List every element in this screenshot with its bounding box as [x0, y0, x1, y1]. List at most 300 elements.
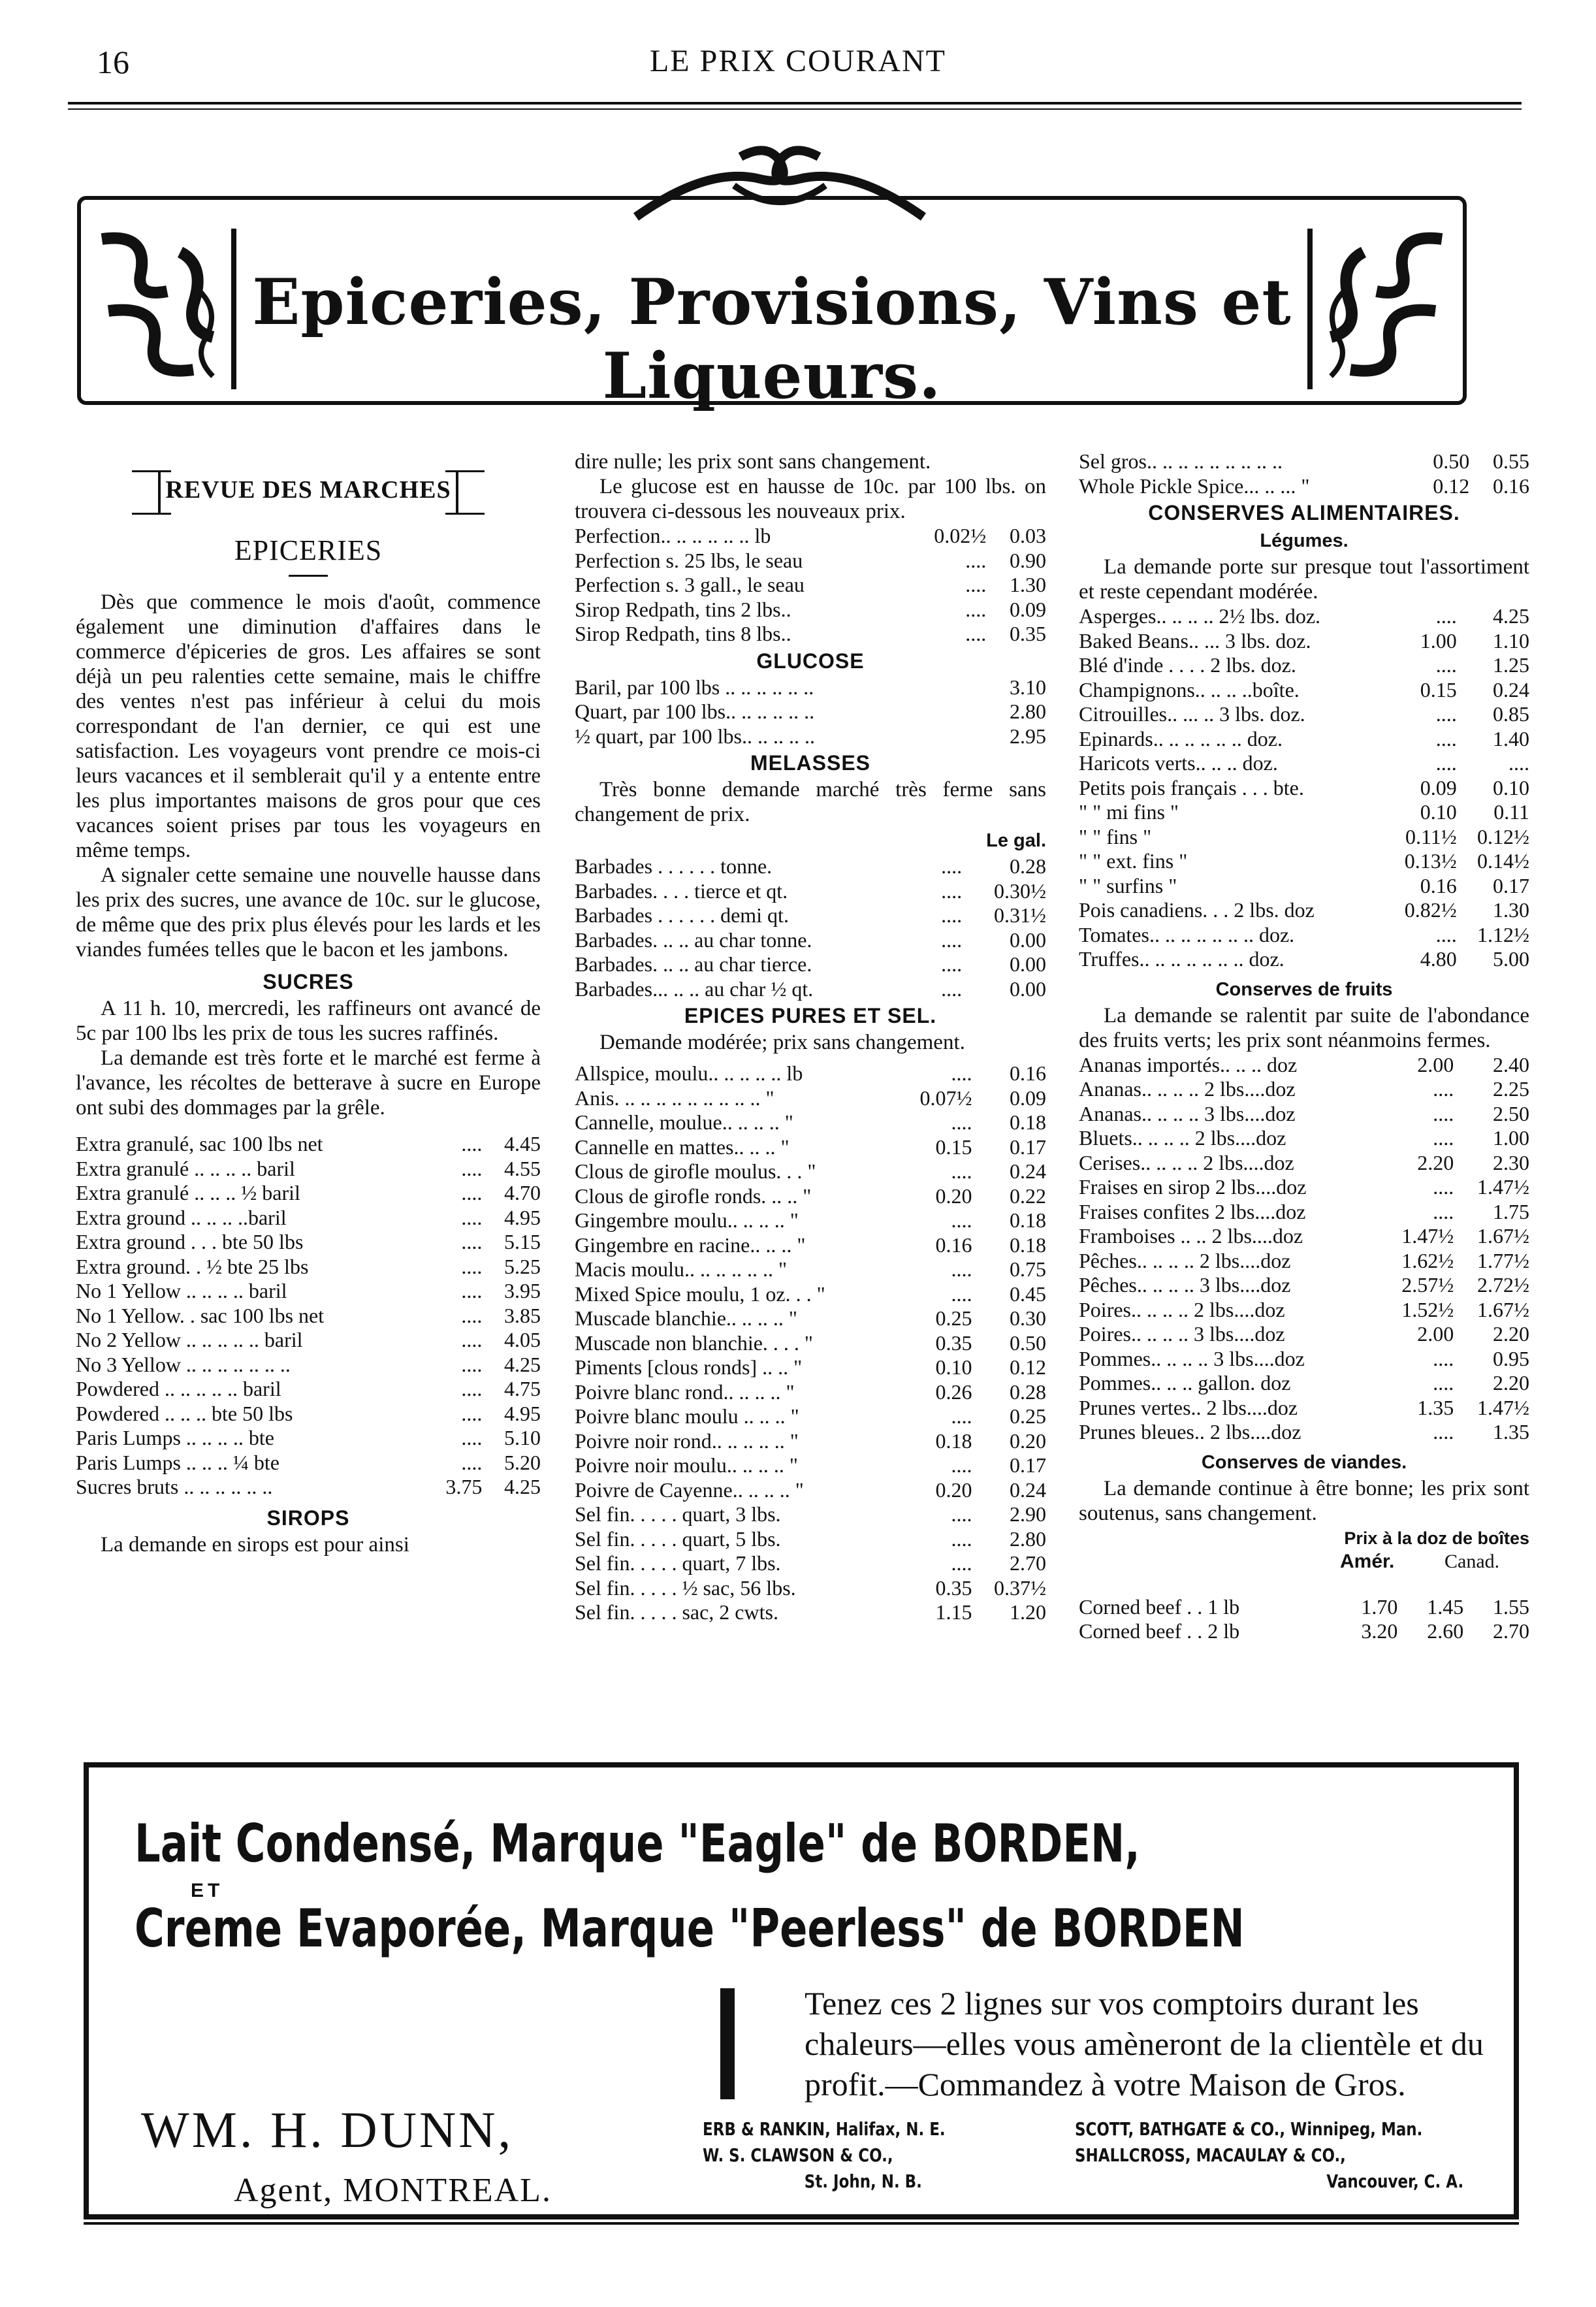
item-name: Paris Lumps .. .. .. ¼ bte	[76, 1450, 279, 1474]
paragraph: Dès que commence le mois d'août, commence également une diminution d'affaires dans le commerce d'épiceries de gros. Les affaires se sont déjà un peu ralenties cette semaine, mais le chiffre des ventes n'est pas inférieur à celui du mois correspondant de l'an dernier, ce qui est une satisfaction. Les voyageurs vont prendre ce mois-ci leurs vacances et il semblerait qu'il y a entente entre les plus importantes maisons de gros pour que ces vacances soient prises par tous les voyageurs en même temps.	[76, 590, 541, 862]
item-price: ....	[461, 1205, 483, 1229]
distributor: W. S. CLAWSON & CO.,	[703, 2144, 893, 2166]
price-row	[575, 724, 1046, 749]
price-row	[76, 1230, 541, 1255]
item-name: Sirop Redpath, tins 2 lbs..	[575, 597, 791, 621]
legumes-heading: Légumes.	[1260, 530, 1349, 551]
item-price: ....	[461, 1426, 483, 1449]
price-row	[575, 573, 1046, 598]
viandes-column-headers	[1079, 1551, 1529, 1579]
ad-company: WM. H. DUNN,	[141, 2101, 514, 2158]
item-price: 2.80	[1010, 1526, 1046, 1551]
item-name: Poires.. .. .. .. 3 lbs....doz	[1079, 1322, 1285, 1346]
sirops-cont-text	[575, 449, 1046, 524]
distributor: Vancouver, C. A.	[1326, 2170, 1464, 2192]
item-price: ....	[951, 1453, 972, 1477]
item-name: Poivre blanc moulu .. .. .. "	[575, 1404, 799, 1428]
paragraph: A signaler cette semaine une nouvelle hausse dans les prix des sucres, une avance de 10c. sur le glucose, de même que des prix plus élevés pour les lards et les viandes fumées telles que le bacon et les jambons.	[76, 863, 541, 961]
borden-advertisement	[84, 1762, 1519, 2219]
price-row	[575, 1453, 1046, 1478]
item-name: Bluets.. .. .. .. 2 lbs....doz	[1079, 1126, 1286, 1150]
item-price: 1.40	[1493, 726, 1529, 750]
price-row	[575, 622, 1046, 647]
column-1	[76, 449, 541, 1557]
column-2	[575, 449, 1046, 1625]
item-price: 0.35	[1010, 622, 1046, 645]
item-name: Sucres bruts .. .. .. .. .. ..	[76, 1475, 273, 1498]
item-price: 4.25	[504, 1352, 541, 1376]
price-row	[575, 1551, 1046, 1576]
item-name: Sirop Redpath, tins 8 lbs..	[575, 622, 791, 645]
revue-des-marches-box	[132, 461, 485, 524]
paragraph: La demande est très forte et le marché est ferme à l'avance, les récoltes de betterave à sucre en Europe ont subi des dommages par la grêle.	[76, 1046, 541, 1120]
item-price: 0.09	[1420, 775, 1457, 799]
price-row	[1079, 776, 1529, 801]
item-price: ....	[951, 1526, 972, 1551]
item-name: Quart, par 100 lbs.. .. .. .. .. ..	[575, 700, 815, 723]
price-row	[1079, 898, 1529, 923]
glucose-price-table	[575, 675, 1046, 749]
item-name: Pommes.. .. .. gallon. doz	[1079, 1371, 1291, 1395]
item-price: 5.15	[504, 1230, 541, 1253]
price-row	[1079, 1126, 1529, 1151]
item-name: Fraises confites 2 lbs....doz	[1079, 1199, 1306, 1223]
item-name: Gingembre moulu.. .. .. .. "	[575, 1208, 799, 1232]
price-row	[1079, 751, 1529, 776]
item-name: Muscade non blanchie. . . . "	[575, 1331, 813, 1355]
item-price: 0.20	[1010, 1428, 1046, 1453]
header-rule-bottom	[68, 108, 1522, 110]
item-price: ....	[1433, 1175, 1454, 1199]
price-row	[575, 700, 1046, 724]
item-price: ....	[1435, 922, 1457, 946]
epices-text	[575, 1030, 1046, 1055]
page-title: LE PRIX COURANT	[649, 44, 946, 78]
price-row	[575, 1086, 1046, 1111]
item-name: " " ext. fins "	[1079, 849, 1188, 873]
item-price: 4.45	[504, 1132, 541, 1155]
item-price: 1.55	[1493, 1594, 1529, 1619]
legumes-price-table	[1079, 604, 1529, 972]
item-price: ....	[965, 597, 987, 621]
item-price: 1.35	[1417, 1395, 1454, 1419]
price-row	[1079, 1322, 1529, 1347]
item-price: 0.07½	[919, 1086, 972, 1110]
price-row	[1079, 1249, 1529, 1274]
heading-rule	[289, 575, 328, 577]
price-row	[575, 1478, 1046, 1503]
item-name: Sel fin. . . . . sac, 2 cwts.	[575, 1600, 778, 1624]
item-name: Cerises.. .. .. .. 2 lbs....doz	[1079, 1150, 1294, 1174]
item-price: 0.95	[1493, 1346, 1529, 1370]
item-name: No 1 Yellow .. .. .. .. baril	[76, 1279, 287, 1302]
item-price: 0.24	[1010, 1477, 1046, 1502]
item-price: 0.20	[935, 1184, 972, 1208]
item-price: 4.80	[1420, 947, 1457, 971]
item-price: ....	[461, 1328, 483, 1351]
item-price: 2.20	[1493, 1371, 1529, 1395]
item-price: ....	[941, 903, 963, 927]
item-name: Pommes.. .. .. .. 3 lbs....doz	[1079, 1346, 1305, 1370]
item-name: Pois canadiens. . . 2 lbs. doz	[1079, 898, 1315, 922]
item-price: 1.75	[1493, 1199, 1529, 1223]
price-row	[575, 854, 1046, 879]
epiceries-heading: EPICERIES	[234, 534, 383, 566]
item-name: Whole Pickle Spice... .. ... "	[1079, 474, 1310, 498]
item-name: Muscade blanchie.. .. .. .. "	[575, 1306, 797, 1330]
price-row	[575, 879, 1046, 904]
item-price: 0.75	[1010, 1257, 1046, 1281]
item-name: Baril, par 100 lbs .. .. .. .. .. ..	[575, 675, 814, 699]
item-price: 0.18	[1010, 1110, 1046, 1134]
price-row	[76, 1377, 541, 1402]
item-price: 0.20	[935, 1477, 972, 1502]
price-row	[575, 1331, 1046, 1356]
price-row	[1079, 1347, 1529, 1372]
item-price: 0.12	[1010, 1355, 1046, 1379]
ad-distributors-1	[703, 2116, 946, 2195]
item-price: 0.26	[935, 1379, 972, 1404]
item-price: ....	[1508, 751, 1529, 775]
item-price: 1.20	[1010, 1600, 1046, 1624]
sel-price-table	[1079, 449, 1529, 498]
item-price: ....	[951, 1257, 972, 1281]
item-price: 1.70	[1361, 1594, 1398, 1619]
banner-top-scroll-ornament	[630, 140, 930, 231]
price-row	[1079, 923, 1529, 948]
paragraph: La demande en sirops est pour ainsi	[101, 1532, 409, 1557]
price-row	[76, 1279, 541, 1304]
price-row	[76, 1304, 541, 1329]
amer-label: Amér.	[1340, 1550, 1395, 1572]
item-name: Citrouilles.. ... .. 3 lbs. doz.	[1079, 702, 1305, 726]
item-price: ....	[951, 1282, 972, 1306]
price-row	[76, 1475, 541, 1500]
item-price: ....	[1433, 1126, 1454, 1150]
item-price: ....	[951, 1208, 972, 1232]
price-row	[575, 1355, 1046, 1380]
price-row	[1079, 1396, 1529, 1421]
item-price: 4.95	[504, 1401, 541, 1425]
item-price: ....	[1435, 702, 1457, 726]
item-price: 0.12½	[1477, 824, 1529, 848]
item-price: 0.10	[1420, 800, 1457, 824]
item-price: ....	[941, 976, 963, 1001]
item-name: Blé d'inde . . . . 2 lbs. doz.	[1079, 653, 1296, 677]
item-price: ....	[1433, 1346, 1454, 1370]
item-name: Perfection s. 25 lbs, le seau	[575, 548, 803, 572]
ad-note: Tenez ces 2 lignes sur vos comptoirs durant les chaleurs—elles vous amèneront de la clientèle et du profit.—Commandez à votre Maison de Gros.	[805, 1985, 1484, 2103]
price-row	[76, 1402, 541, 1427]
ad-headline-1: Lait Condensé, Marque "Eagle" de BORDEN,	[135, 1813, 1140, 1874]
item-price: 0.12	[1433, 474, 1470, 498]
sucres-price-table	[76, 1132, 541, 1500]
item-price: 0.90	[1010, 548, 1046, 572]
item-name: Barbades. . . . tierce et qt.	[575, 879, 788, 903]
item-name: " " mi fins "	[1079, 800, 1179, 824]
item-price: 0.28	[1010, 854, 1046, 878]
item-name: Perfection.. .. .. .. .. .. lb	[575, 524, 771, 547]
item-price: 0.17	[1010, 1135, 1046, 1159]
fruits-heading: Conserves de fruits	[1215, 978, 1393, 1000]
price-row	[575, 1380, 1046, 1405]
item-price: 0.24	[1493, 677, 1529, 702]
price-row	[76, 1206, 541, 1231]
item-price: 2.90	[1010, 1502, 1046, 1526]
price-row	[1079, 1619, 1529, 1644]
item-price: 0.00	[1010, 928, 1046, 952]
melasses-text	[575, 777, 1046, 827]
item-price: ....	[951, 1551, 972, 1575]
item-price: 3.95	[504, 1279, 541, 1302]
item-price: 2.00	[1417, 1052, 1454, 1076]
item-name: Paris Lumps .. .. .. .. bte	[76, 1426, 274, 1449]
price-row	[575, 1527, 1046, 1552]
item-price: 1.35	[1493, 1420, 1529, 1444]
item-price: 2.70	[1010, 1551, 1046, 1575]
paragraph: La demande continue à être bonne; les prix sont soutenus, sans changement.	[1079, 1476, 1529, 1525]
item-name: Allspice, moulu.. .. .. .. .. lb	[575, 1061, 803, 1085]
price-row	[1079, 1273, 1529, 1298]
price-row	[575, 1576, 1046, 1601]
price-row	[575, 1600, 1046, 1625]
item-price: 0.45	[1010, 1282, 1046, 1306]
price-row	[575, 675, 1046, 700]
item-name: Perfection s. 3 gall., le seau	[575, 573, 805, 596]
item-price: ....	[951, 1061, 972, 1085]
page-number: 16	[97, 44, 129, 80]
item-name: Extra ground . . . bte 50 lbs	[76, 1230, 304, 1253]
price-row	[1079, 1224, 1529, 1249]
item-price: ....	[1433, 1077, 1454, 1101]
item-price: ....	[461, 1401, 483, 1425]
item-price: 2.57½	[1401, 1273, 1454, 1297]
item-name: Barbades. .. .. au char tierce.	[575, 952, 812, 976]
item-name: Pêches.. .. .. .. 3 lbs....doz	[1079, 1273, 1291, 1297]
item-price: 0.13½	[1404, 849, 1457, 873]
item-price: ....	[941, 854, 963, 878]
item-name: Extra ground .. .. .. ..baril	[76, 1205, 287, 1229]
item-name: Sel fin. . . . . quart, 7 lbs.	[575, 1551, 781, 1575]
melasses-price-table	[575, 854, 1046, 1001]
item-price: 2.80	[1010, 700, 1046, 723]
item-name: Sel fin. . . . . ½ sac, 56 lbs.	[575, 1575, 796, 1600]
item-price: ....	[461, 1132, 483, 1155]
item-name: Epinards.. .. .. .. .. .. doz.	[1079, 726, 1283, 750]
price-row	[1079, 1595, 1529, 1620]
item-name: Clous de girofle ronds. .. .. "	[575, 1184, 812, 1208]
epices-heading: EPICES PURES ET SEL.	[684, 1004, 937, 1027]
price-row	[575, 1404, 1046, 1429]
item-name: Extra granulé, sac 100 lbs net	[76, 1132, 323, 1155]
item-price: 4.55	[504, 1156, 541, 1180]
price-row	[1079, 653, 1529, 678]
item-name: Truffes.. .. .. .. .. .. .. doz.	[1079, 947, 1285, 971]
item-name: Clous de girofle moulus. . . "	[575, 1159, 816, 1183]
item-price: ....	[461, 1352, 483, 1376]
item-price: ....	[461, 1156, 483, 1180]
item-price: ....	[461, 1279, 483, 1302]
item-price: 0.28	[1010, 1379, 1046, 1404]
item-name: " " fins "	[1079, 824, 1152, 848]
item-price: 1.30	[1010, 573, 1046, 596]
item-price: 5.25	[504, 1254, 541, 1278]
item-name: ½ quart, par 100 lbs.. .. .. .. ..	[575, 724, 815, 748]
item-price: 5.10	[504, 1426, 541, 1449]
price-row	[575, 1257, 1046, 1282]
price-row	[1079, 702, 1529, 727]
price-row	[1079, 1420, 1529, 1445]
item-price: 2.40	[1493, 1052, 1529, 1076]
ad-vertical-bar	[720, 1988, 735, 2099]
item-price: ....	[965, 573, 987, 596]
item-name: Poivre noir rond.. .. .. .. .. "	[575, 1428, 799, 1453]
price-row	[575, 1135, 1046, 1160]
price-row	[575, 549, 1046, 573]
item-price: 1.15	[935, 1600, 972, 1624]
item-name: Baked Beans.. ... 3 lbs. doz.	[1079, 628, 1311, 653]
price-row	[76, 1451, 541, 1476]
item-price: 1.77½	[1477, 1248, 1529, 1272]
item-name: Sel fin. . . . . quart, 5 lbs.	[575, 1526, 781, 1551]
item-price: ....	[461, 1450, 483, 1474]
item-price: 1.47½	[1401, 1224, 1454, 1248]
item-price: ....	[941, 879, 963, 903]
price-row	[1079, 727, 1529, 752]
item-price: ....	[965, 622, 987, 645]
price-row	[575, 1061, 1046, 1086]
item-price: ....	[1433, 1199, 1454, 1223]
item-price: 1.12½	[1477, 922, 1529, 946]
item-price: ....	[1435, 604, 1457, 628]
item-price: 0.22	[1010, 1184, 1046, 1208]
glucose-heading: GLUCOSE	[756, 649, 865, 673]
item-name: " " surfins "	[1079, 873, 1177, 897]
item-name: Barbades . . . . . . tonne.	[575, 854, 773, 878]
item-name: Prunes bleues.. 2 lbs....doz	[1079, 1420, 1301, 1444]
item-name: Asperges.. .. .. .. 2½ lbs. doz.	[1079, 604, 1321, 628]
item-price: 1.25	[1493, 653, 1529, 677]
price-row	[575, 1233, 1046, 1258]
price-row	[575, 1429, 1046, 1454]
price-row	[76, 1426, 541, 1451]
paragraph: Demande modérée; prix sans changement.	[599, 1031, 965, 1054]
item-price: ....	[1435, 751, 1457, 775]
item-price: 1.45	[1427, 1594, 1464, 1619]
item-price: 2.60	[1427, 1619, 1464, 1643]
item-price: 3.75	[445, 1475, 483, 1498]
price-row	[575, 1208, 1046, 1233]
item-price: 0.11½	[1405, 824, 1457, 848]
price-row	[1079, 849, 1529, 874]
item-price: 0.16	[1493, 474, 1529, 498]
price-row	[1079, 1102, 1529, 1127]
viandes-price-table	[1079, 1595, 1529, 1644]
price-row	[1079, 1175, 1529, 1200]
sirops-price-table	[575, 524, 1046, 647]
price-row	[1079, 474, 1529, 499]
item-price: 1.52½	[1401, 1297, 1454, 1321]
item-name: Corned beef . . 1 lb	[1079, 1594, 1240, 1619]
price-row	[1079, 629, 1529, 654]
item-price: ....	[1433, 1101, 1454, 1125]
item-name: Extra ground. . ½ bte 25 lbs	[76, 1254, 309, 1278]
item-price: 0.18	[935, 1428, 972, 1453]
item-name: Ananas.. .. .. .. 2 lbs....doz	[1079, 1077, 1296, 1101]
price-row	[76, 1181, 541, 1206]
item-price: 5.00	[1493, 947, 1529, 971]
item-price: 0.55	[1493, 449, 1529, 473]
item-price: 0.10	[1493, 775, 1529, 799]
item-price: 2.25	[1493, 1077, 1529, 1101]
price-row	[1079, 800, 1529, 825]
paragraph: A 11 h. 10, mercredi, les raffineurs ont avancé de 5c par 100 lbs les prix de tous les sucres raffinés.	[76, 997, 541, 1045]
ad-headline-2: Creme Evaporée, Marque "Peerless" de BORDEN	[135, 1898, 1245, 1959]
viandes-text	[1079, 1476, 1529, 1526]
item-price	[969, 675, 978, 700]
item-name: Barbades. .. .. au char tonne.	[575, 928, 812, 952]
price-row	[1079, 1298, 1529, 1323]
item-price: 0.02½	[934, 524, 987, 547]
item-price: 0.31½	[994, 903, 1046, 927]
item-name: Sel fin. . . . . quart, 3 lbs.	[575, 1502, 781, 1526]
paragraph: La demande porte sur presque tout l'assortiment et reste cependant modérée.	[1079, 555, 1529, 604]
item-price: 0.82½	[1404, 898, 1457, 922]
price-row	[575, 1502, 1046, 1527]
item-name: Haricots verts.. .. .. doz.	[1079, 751, 1278, 775]
item-price: ....	[941, 928, 963, 952]
item-price: ....	[965, 548, 987, 572]
item-name: Extra granulé .. .. .. ½ baril	[76, 1181, 300, 1204]
item-name: Sel gros.. .. .. .. .. .. .. .. ..	[1079, 449, 1283, 473]
item-price: 0.16	[1420, 873, 1457, 897]
item-price: 0.18	[1010, 1233, 1046, 1257]
item-price: 4.70	[504, 1181, 541, 1204]
item-name: Powdered .. .. .. .. .. baril	[76, 1377, 281, 1400]
price-row	[575, 1110, 1046, 1135]
ad-agent: Agent, MONTREAL.	[234, 2172, 552, 2209]
viandes-heading: Conserves de viandes.	[1201, 1451, 1407, 1473]
item-price: ....	[1435, 653, 1457, 677]
item-name: Petits pois français . . . bte.	[1079, 775, 1304, 799]
item-price: 1.67½	[1477, 1297, 1529, 1321]
item-price: ....	[1433, 1371, 1454, 1395]
item-price: 2.70	[1493, 1619, 1529, 1643]
item-price: ....	[951, 1404, 972, 1428]
price-row	[575, 952, 1046, 977]
price-row	[1079, 1371, 1529, 1396]
revue-label: REVUE DES MARCHES	[165, 476, 451, 504]
item-name: Fraises en sirop 2 lbs....doz	[1079, 1175, 1307, 1199]
price-row	[1079, 874, 1529, 899]
item-name: Framboises .. .. 2 lbs....doz	[1079, 1224, 1303, 1248]
item-price: ....	[461, 1230, 483, 1253]
item-name: No 1 Yellow. . sac 100 lbs net	[76, 1303, 325, 1327]
header-rule-top	[68, 102, 1522, 105]
item-name: Ananas.. .. .. .. 3 lbs....doz	[1079, 1101, 1296, 1125]
banner-title: Epiceries, Provisions, Vins et Liqueurs.	[252, 265, 1292, 413]
sucres-heading: SUCRES	[263, 970, 354, 993]
sirops-heading: SIROPS	[266, 1506, 350, 1530]
price-row	[1079, 1077, 1529, 1102]
item-price: ....	[1435, 726, 1457, 750]
ad-et: ET	[191, 1880, 224, 1901]
item-name: Piments [clous ronds] .. .. "	[575, 1355, 803, 1379]
price-row	[575, 903, 1046, 928]
epiceries-text	[76, 590, 541, 962]
fruits-price-table	[1079, 1053, 1529, 1445]
price-row	[1079, 1200, 1529, 1225]
